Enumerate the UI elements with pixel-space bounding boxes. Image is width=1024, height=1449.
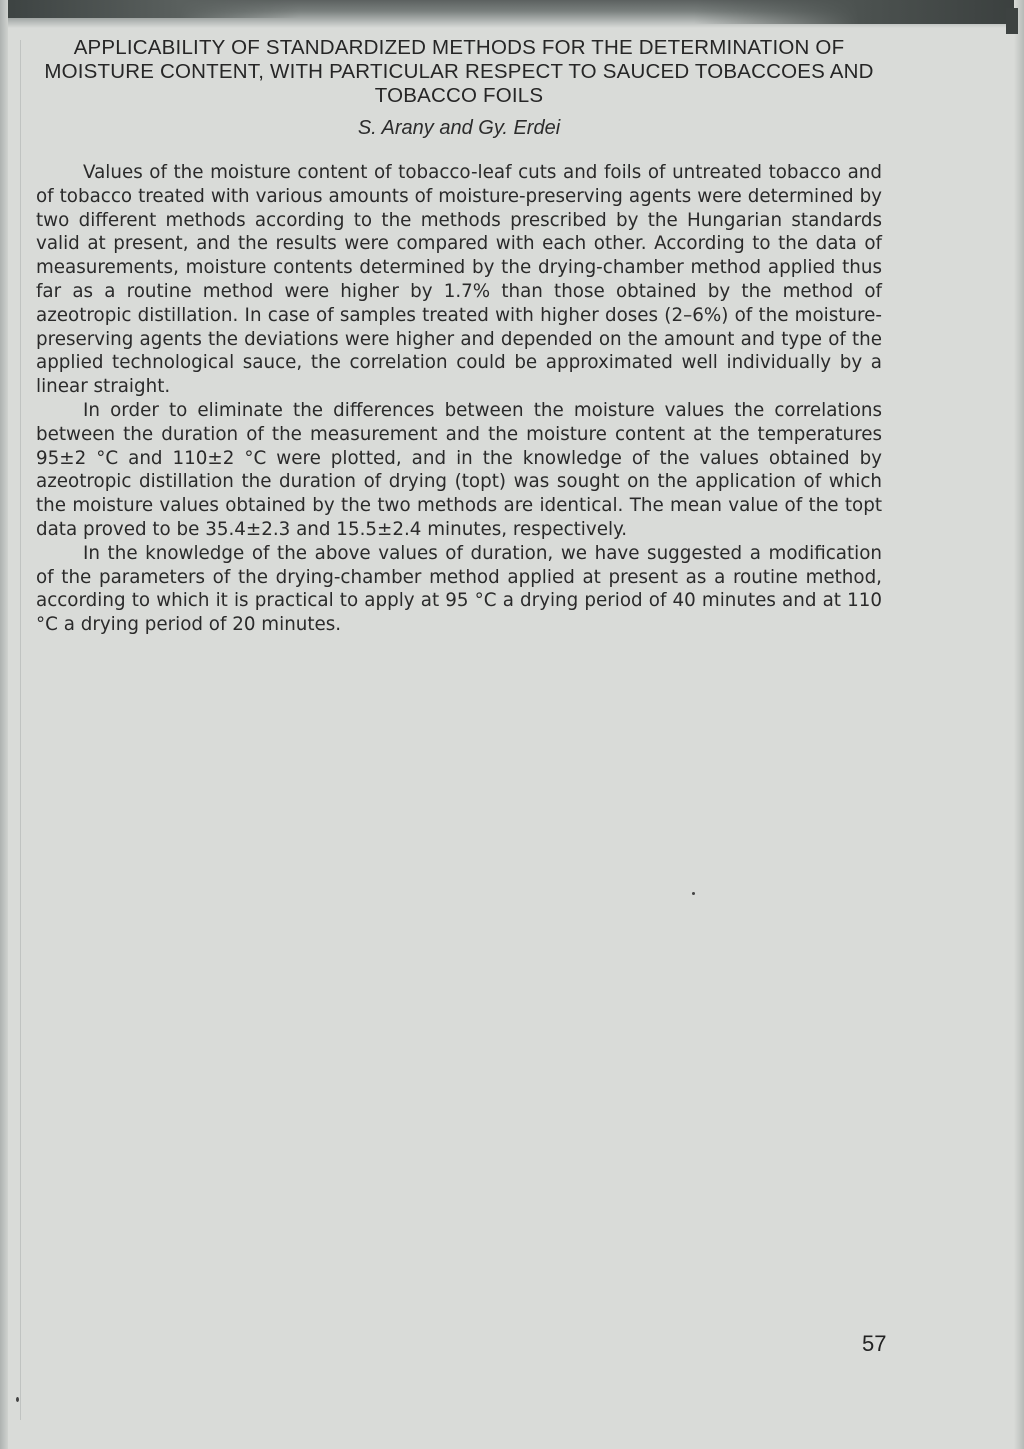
article-abstract <box>36 161 882 637</box>
abstract-paragraph-2: In order to eliminate the differences between the moisture values the correlations between the duration of the measurement and the moisture content at the temperatures 95±2 °C and 110±2 °C were plotted, and in the knowledge of the values obtained by azeotropic distillation the duration of drying (topt) was sought on the application of which the moisture values obtained by the two methods are identical. The mean value of the topt data proved to be 35.4±2.3 and 15.5±2.4 minutes, respectively. <box>36 399 882 540</box>
scan-top-right-band <box>694 0 1024 24</box>
article-authors: S. Arany and Gy. Erdei <box>357 117 561 139</box>
scan-left-edge <box>0 0 8 1449</box>
scan-corner-mark <box>1006 8 1018 34</box>
page-number: 57 <box>862 1331 887 1356</box>
abstract-paragraph-3: In the knowledge of the above values of duration, we have suggested a modification of the parameters of the drying-chamber method applied at present as a routine method, according to which it is practical to apply at 95 °C a drying period of 40 minutes and at 110 °C a drying period of 20 minutes. <box>36 542 882 636</box>
scan-speck <box>692 892 695 895</box>
abstract-paragraph-1: Values of the moisture content of tobacco-leaf cuts and foils of untreated tobacco and of tobacco treated with various amounts of moisture-preserving agents were determined by two different methods according to the methods prescribed by the Hungarian standards valid at present, and the results were compared with each other. According to the data of measurements, moisture contents determined by the drying-chamber method applied thus far as a routine method were higher by 1.7% than those obtained by the method of azeotropic distillation. In case of samples treated with higher doses (2–6%) of the moisture-preserving agents the deviations were higher and depended on the amount and type of the applied technological sauce, the correlation could be approximated well individually by a linear straight. <box>36 162 882 398</box>
scan-speck <box>16 1397 19 1402</box>
article-title: APPLICABILITY OF STANDARDIZED METHODS FOR THE DETERMINATION OF MOISTURE CONTENT, WITH PARTICULAR RESPECT TO SAUCED TOBACCOES AND TOBACCO FOILS <box>44 36 874 107</box>
article <box>36 36 882 637</box>
scan-right-edge <box>1014 0 1024 1449</box>
scan-top-dark-band <box>0 0 300 18</box>
scan-left-fold-line <box>20 40 21 1420</box>
